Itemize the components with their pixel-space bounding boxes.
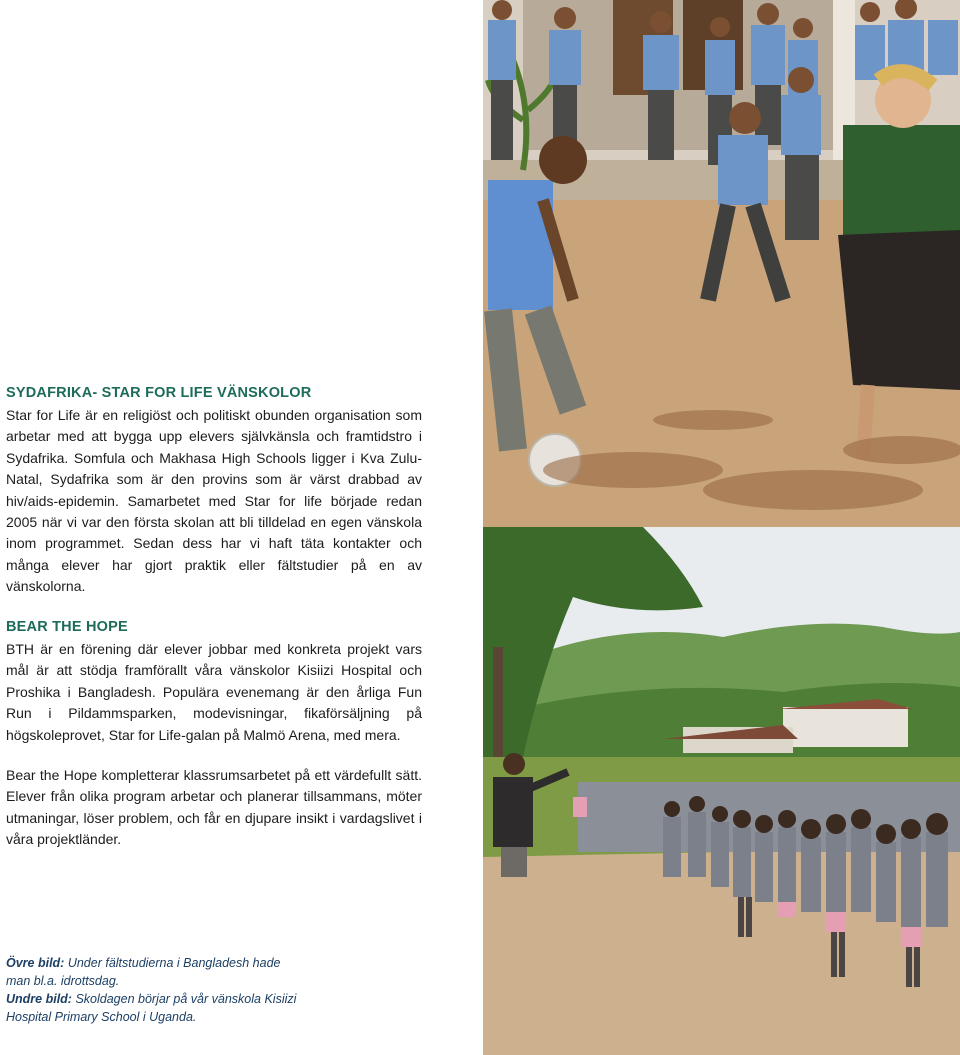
photo-football-bangladesh	[483, 0, 960, 527]
caption-text: Under fältstudierna i Bangladesh hade man bl.a. idrottsdag.	[6, 956, 281, 988]
photo-school-assembly-uganda	[483, 527, 960, 1055]
caption-text: Skoldagen börjar på vår vänskola Kisiizi Hospital Primary School i Uganda.	[6, 992, 297, 1024]
section-star-for-life	[6, 384, 422, 598]
photo-football-illustration	[483, 0, 960, 527]
section-heading: SYDAFRIKA- STAR FOR LIFE VÄNSKOLOR	[6, 385, 312, 401]
photo-assembly-illustration	[483, 527, 960, 1055]
section-heading: BEAR THE HOPE	[6, 619, 128, 635]
section-bear-the-hope-continued	[6, 765, 422, 851]
section-body: Bear the Hope kompletterar klassrumsarbetet på ett värdefullt sätt. Elever från olika program arbetar och planerar tillsammans, möter utmaningar, löser problem, och får en djupare insikt i vardagslivet i våra projektländer.	[6, 767, 422, 848]
section-bear-the-hope	[6, 618, 422, 746]
section-body: BTH är en förening där elever jobbar med konkreta projekt vars mål är att stödja framförallt våra vänskolor Kisiizi Hospital och Proshika i Bangladesh. Populära evenemang är den årliga Fun Run i Pildammsparken, modevisningar, fikaförsäljning på högskoleprovet, Star for Life-galan på Malmö Arena, med mera.	[6, 641, 422, 743]
caption-label: Övre bild:	[6, 956, 65, 970]
caption-top-image	[6, 954, 306, 990]
caption-bottom-image	[6, 990, 306, 1026]
caption-label: Undre bild:	[6, 992, 72, 1006]
section-body: Star for Life är en religiöst och politiskt obunden organisation som arbetar med att bygga upp elevers självkänsla och framtidstro i Sydafrika. Somfula och Makhasa High Schools ligger i Kva Zulu-Natal, Sydafrika som är den provins som är värst drabbad av hiv/aids-epidemin. Samarbetet med Star for life började redan 2005 när vi var den första skolan att bli tilldelad en egen vänskola inom programmet. Sedan dess har vi haft täta kontakter och många elever har gjort praktik eller fältstudier på en av vänskolorna.	[6, 407, 422, 595]
